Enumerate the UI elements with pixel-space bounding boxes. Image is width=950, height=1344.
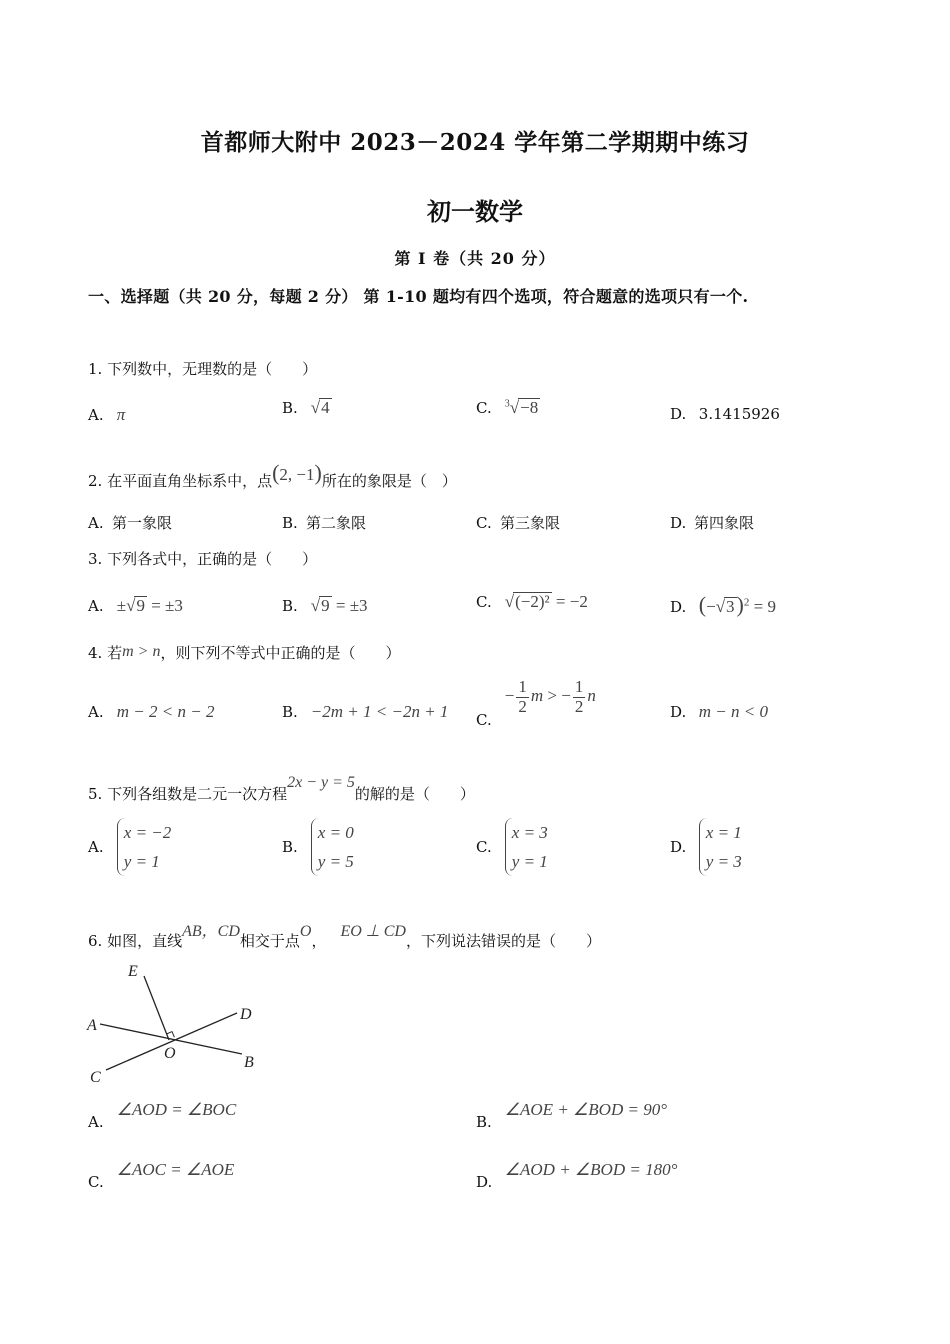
question-3-option-a: A. ±√9 = ±3 [88, 596, 183, 615]
label-o: O [164, 1045, 176, 1062]
radicand: 4 [321, 398, 330, 417]
option-label: C. [476, 711, 492, 730]
system-line-1: x = −2 [123, 823, 172, 842]
option-label: D. [670, 838, 687, 856]
question-2-option-c [476, 512, 560, 533]
rhs: = 9 [749, 597, 776, 616]
label-c: C [90, 1069, 101, 1086]
question-5-option-b [282, 818, 354, 876]
stem-text: 2. 在平面直角坐标系中，点 [88, 472, 273, 490]
option-value: ∠AOE + ∠BOD = 90° [504, 1100, 667, 1119]
option-label: D. [670, 405, 687, 423]
plus-minus: ± [116, 596, 127, 615]
option-value: m − n < 0 [698, 702, 769, 721]
rhs: = ±3 [146, 596, 183, 615]
option-label: C. [476, 838, 492, 856]
label-b: B [244, 1054, 254, 1071]
point-o: O [299, 923, 312, 940]
equation: 2x − y = 5 [287, 774, 355, 791]
system-line-2: y = 3 [705, 852, 742, 871]
option-label: A. [88, 838, 104, 856]
question-4-option-a [88, 702, 214, 722]
question-2-option-a [88, 512, 172, 533]
exam-part: 第 I 卷（共 20 分） [394, 249, 556, 268]
option-label: D. [670, 703, 687, 721]
option-value: 3.1415926 [698, 405, 780, 423]
question-3-stem: 3. 下列各式中，正确的是（ ） [88, 550, 318, 568]
radicand: 3 [726, 597, 735, 616]
question-5-option-a [88, 818, 171, 876]
option-value: 第四象限 [694, 514, 755, 532]
stem-text: 相交于点 [239, 932, 300, 950]
system-line-1: x = 3 [511, 823, 548, 842]
question-3-option-b: B. √9 = ±3 [282, 596, 368, 615]
option-label: B. [282, 399, 298, 417]
question-4-option-b [282, 702, 448, 722]
rhs: = −2 [551, 592, 588, 611]
option-label: C. [476, 593, 492, 611]
condition: m > n [122, 643, 161, 660]
option-value: −2m + 1 < −2n + 1 [310, 702, 449, 721]
fraction-numerator: 1 [518, 677, 527, 696]
question-3-option-c: C. √(−2)² = −2 [476, 592, 588, 611]
system-line-1: x = 0 [317, 823, 354, 842]
option-value: 第三象限 [500, 514, 561, 532]
option-value: 第一象限 [112, 514, 173, 532]
lines-ab-cd: AB，CD [182, 923, 240, 940]
ray-oe [144, 976, 169, 1040]
stem-text: 4. 若 [88, 644, 123, 662]
question-6-option-d [476, 1160, 677, 1191]
question-1-option-d [670, 405, 780, 423]
root-index: 3 [504, 398, 510, 410]
question-1-option-c: C. $^3$√−8 [476, 398, 539, 417]
system-line-2: y = 5 [317, 852, 354, 871]
stem-text: 6. 如图，直线 [88, 932, 183, 950]
option-value: ∠AOD = ∠BOC [116, 1100, 237, 1119]
section-heading: 一、选择题（共 20 分，每题 2 分） 第 1-10 题均有四个选项，符合题意的选项只有一个. [88, 287, 749, 306]
fraction-denominator: 2 [574, 696, 584, 716]
stem-text: ，下列说法错误的是（ ） [405, 932, 601, 950]
question-6-option-a [88, 1100, 236, 1131]
point-coordinates: 2, −1 [279, 465, 315, 484]
label-e: E [128, 963, 138, 980]
option-label: A. [88, 1113, 104, 1131]
radicand: 9 [321, 596, 330, 615]
question-1-option-b: B. √4 [282, 398, 330, 417]
option-label: B. [282, 838, 298, 856]
question-2-option-b [282, 512, 366, 533]
system-line-2: y = 1 [123, 852, 160, 871]
exam-subject: 初一数学 [427, 197, 523, 226]
label-d: D [240, 1006, 252, 1023]
question-4-stem [88, 642, 400, 663]
system-line-2: y = 1 [511, 852, 548, 871]
option-label: C. [476, 399, 492, 417]
radicand: −8 [520, 398, 539, 417]
question-3-option-d: D. $(-√3)^2 = 9$ [670, 592, 776, 617]
option-label: C. [88, 1173, 104, 1191]
question-2-option-d [670, 512, 754, 533]
stem-text: 的解的是（ ） [354, 785, 475, 803]
option-label: D. [670, 514, 687, 532]
question-2-stem: 2. 在平面直角坐标系中，点(2, −1)所在的象限是（ ） [88, 460, 457, 490]
option-label: C. [476, 514, 492, 532]
option-label: B. [282, 514, 298, 532]
option-label: D. [476, 1173, 493, 1191]
option-label: A. [88, 597, 104, 615]
option-label: B. [282, 597, 298, 615]
exam-title: 首都师大附中 2023－2024 学年第二学期期中练习 [200, 129, 750, 156]
stem-text: ， [311, 932, 327, 950]
perpendicular-condition: EO ⊥ CD [340, 923, 406, 940]
fraction-denominator: 2 [518, 696, 527, 716]
system-line-1: x = 1 [705, 823, 742, 842]
stem-text: 所在的象限是（ ） [321, 472, 457, 490]
intersecting-lines-figure [82, 958, 272, 1088]
stem-text: ，则下列不等式中正确的是（ ） [160, 644, 401, 662]
option-label: B. [282, 703, 298, 721]
option-value: ∠AOD + ∠BOD = 180° [504, 1160, 678, 1179]
question-6-stem [88, 918, 601, 951]
question-5-option-c [476, 818, 548, 876]
option-label: A. [88, 406, 104, 424]
option-value: m − 2 < n − 2 [116, 702, 215, 721]
option-label: A. [88, 514, 104, 532]
question-1-option-a [88, 405, 125, 425]
fraction-numerator: 1 [574, 677, 584, 696]
stem-text: 5. 下列各组数是二元一次方程 [88, 785, 288, 803]
question-4-option-d [670, 702, 768, 722]
option-label: B. [476, 1113, 492, 1131]
option-value: π [116, 405, 126, 424]
option-label: A. [88, 703, 104, 721]
rhs: = ±3 [331, 596, 368, 615]
question-6-option-b [476, 1100, 667, 1131]
question-5-option-d [670, 818, 742, 876]
question-5-stem [88, 774, 475, 804]
radicand: (−2)² [515, 592, 550, 611]
option-value: ∠AOC = ∠AOE [116, 1160, 235, 1179]
label-a: A [87, 1017, 97, 1034]
radicand: 9 [136, 596, 145, 615]
question-4-option-c: C. − $\frac{1}{2}$ m > − $\frac{1}{2}$ n [476, 677, 596, 730]
question-1-stem: 1. 下列数中，无理数的是（ ） [88, 360, 318, 378]
question-6-option-c [88, 1160, 234, 1191]
option-value: 第二象限 [306, 514, 367, 532]
option-label: D. [670, 598, 687, 616]
